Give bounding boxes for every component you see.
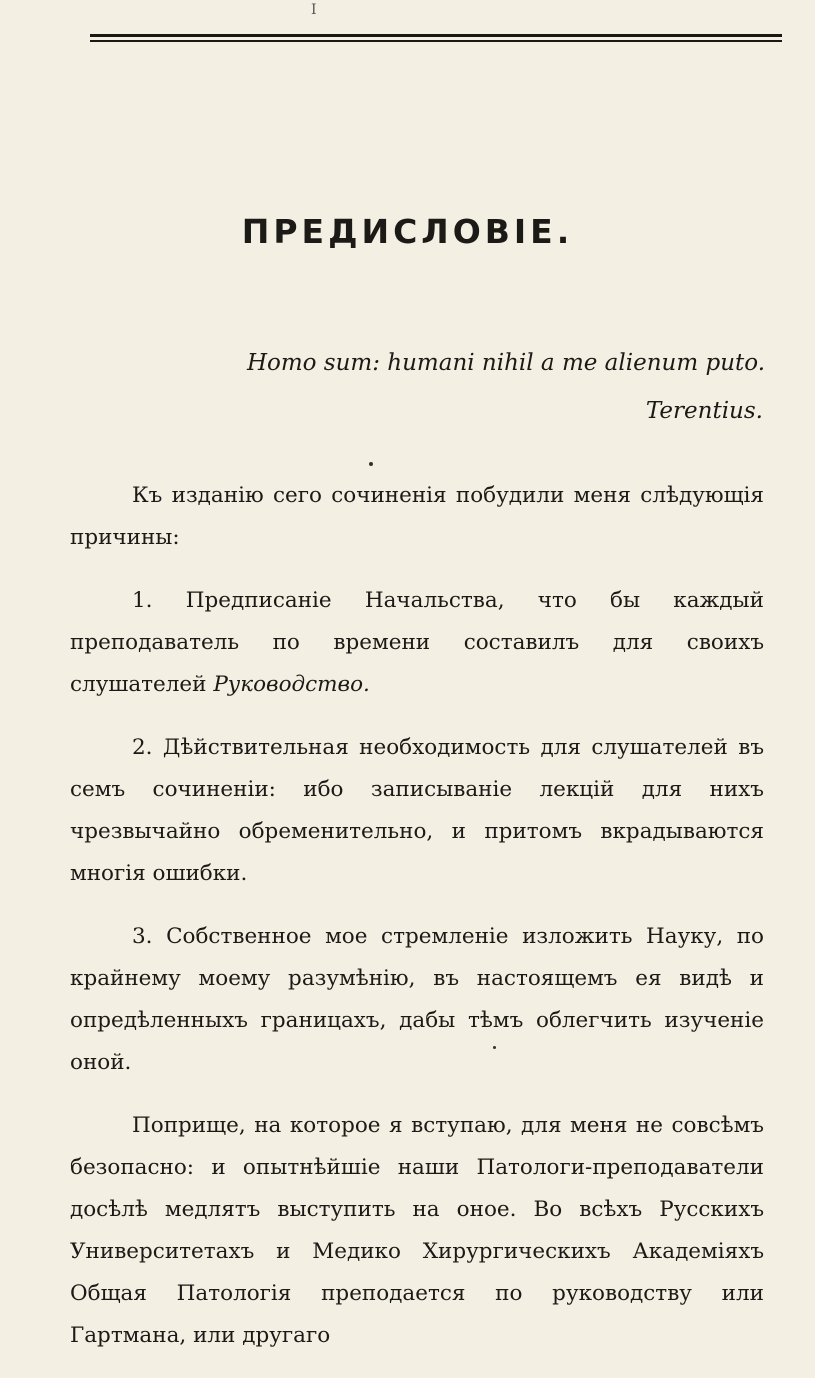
paragraph-text: Къ изданію сего сочиненія побудили меня слѣдующія причины: bbox=[70, 483, 764, 550]
ink-speck bbox=[493, 1046, 496, 1049]
paragraph-text: Поприще, на которое я вступаю, для меня не совсѣмъ безопасно: и опытнѣйшіе наши Патологи-преподаватели досѣлѣ медлятъ выступить на оное. Во всѣхъ Русскихъ Университетахъ и Медико Хирургическихъ Академіяхъ Общая Патологія преподается по руководству или Гартмана, или другаго bbox=[70, 1113, 764, 1348]
paragraph-reason-3 bbox=[70, 916, 764, 1084]
epigraph-quote: Homo sum: humani nihil a me alienum puto. bbox=[246, 350, 765, 376]
page-number: I bbox=[311, 2, 317, 18]
emphasized-word: Руководство. bbox=[213, 672, 370, 697]
paragraph-field bbox=[70, 1105, 764, 1357]
epigraph-author: Terentius. bbox=[645, 398, 763, 424]
paragraph-text: 2. Дѣйствительная необходимость для слушателей въ семъ сочиненіи: ибо записываніе лекцій для нихъ чрезвычайно обременительно, и притомъ вкрадываются многія ошибки. bbox=[70, 735, 764, 886]
paragraph-text: 1. Предписаніе Начальства, что бы каждый преподаватель по времени составилъ для своихъ слушателей bbox=[70, 588, 764, 697]
header-rule-thick bbox=[90, 34, 782, 37]
page-title: ПРЕДИСЛОВІЕ. bbox=[241, 212, 574, 251]
paragraph-reason-2 bbox=[70, 727, 764, 895]
paragraph-intro bbox=[70, 475, 764, 559]
paragraph-reason-1 bbox=[70, 580, 764, 706]
header-rule-thin bbox=[90, 40, 782, 42]
paragraph-text: 3. Собственное мое стремленіе изложить Науку, по крайнему моему разумѣнію, въ настоящемъ ея видѣ и опредѣленныхъ границахъ, дабы тѣмъ облегчить изученіе оной. bbox=[70, 924, 764, 1075]
ink-speck bbox=[369, 462, 373, 466]
body-text bbox=[70, 475, 764, 1378]
